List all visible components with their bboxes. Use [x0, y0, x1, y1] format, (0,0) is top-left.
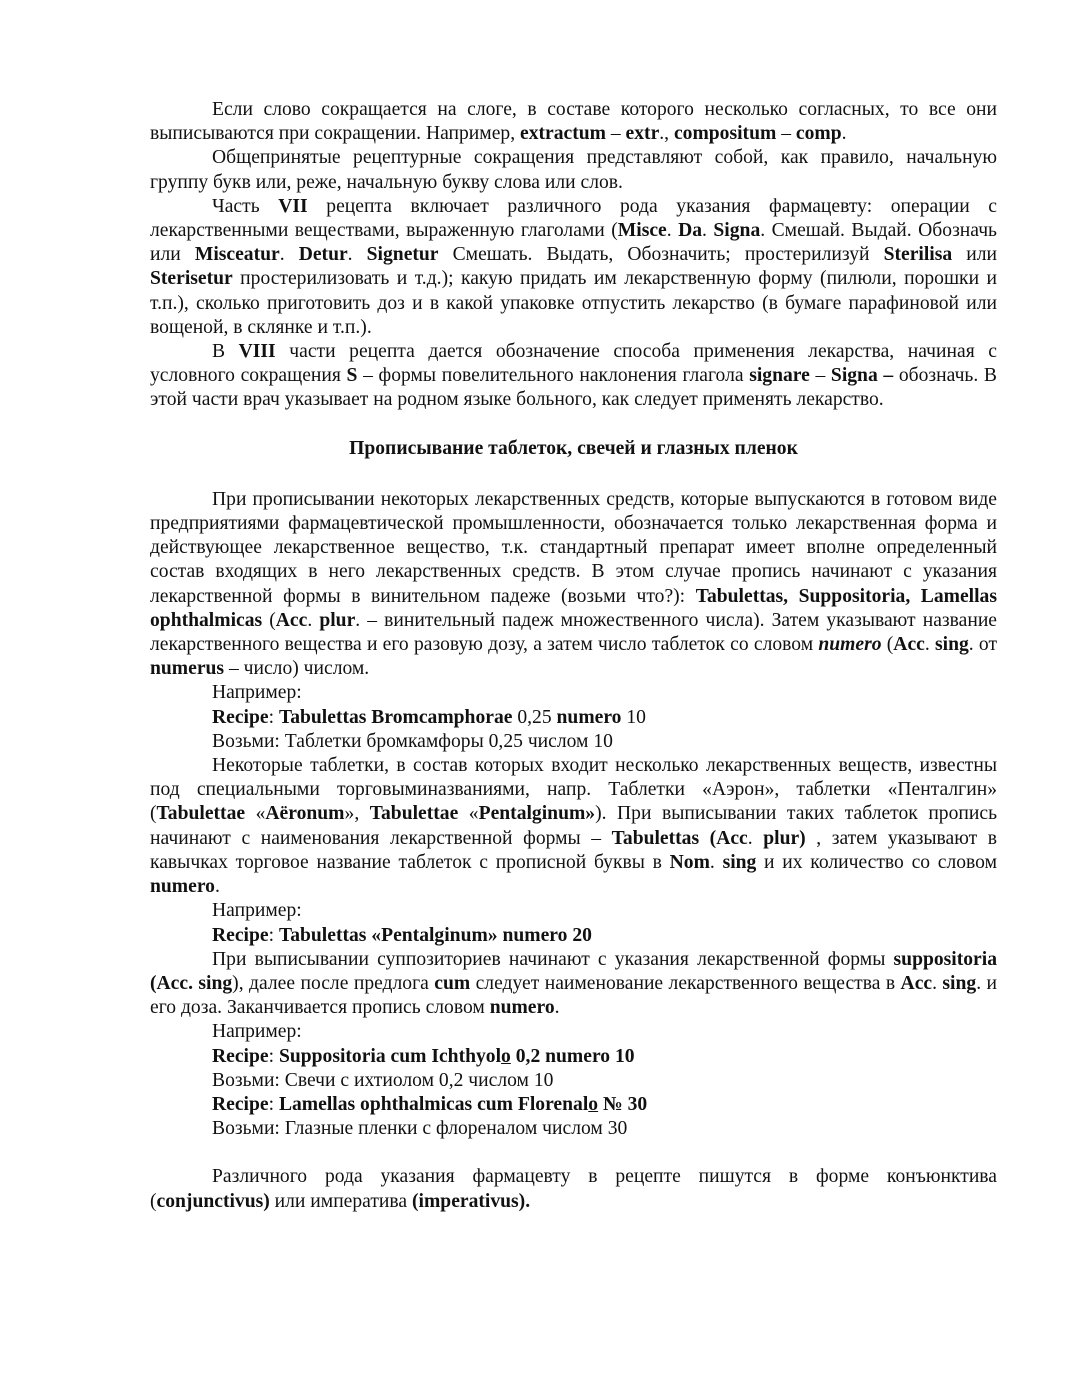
emphasized-text: 0,2 numero 10 [510, 1045, 635, 1067]
text-run: простерилизовать и т.д.); какую придать им лекарственную форму (пилюли, порошки и т.п.), сколько приготовить доз и в какой упаковке отпустить лекарство (в бумаге парафиновой или вощеной, в склянке и т.п.). [150, 268, 997, 338]
text-run: ), далее после предлога [232, 972, 435, 994]
text-run: . [214, 876, 220, 898]
text-run: Смешать. Выдать, Обозначить; простерилизуй [438, 244, 884, 266]
text-run: части рецепта дается обозначение способа применения лекарства, начиная с условного сокращения [150, 341, 997, 387]
text-run: обозначь. В этой части врач указывает на родном языке больного, как следует применять лекарство. [150, 365, 997, 411]
emphasized-text: sing [935, 634, 969, 656]
emphasized-text: Signa [713, 220, 761, 242]
text-run: – формы повелительного наклонения глагола [357, 365, 750, 387]
text-run: . и его доза. Заканчивается пропись словом [150, 972, 997, 1019]
spacer [150, 413, 997, 437]
emphasized-text: Misce [617, 220, 667, 242]
text-run: . Смешай. Выдай. Обозначь или [150, 220, 997, 266]
text-run: Общепринятые рецептурные сокращения представляют собой, как правило, начальную группу букв или, реже, начальную букву слова или слов. [150, 147, 997, 193]
text-run: Если слово сокращается на слоге, в составе которого несколько согласных, то все они выписываются при сокращении. Например, [150, 99, 997, 145]
text-run: : [268, 706, 279, 728]
text-run: Часть [212, 195, 279, 217]
example-recipe-bromcamphora [150, 706, 997, 730]
example-recipe-florenal [150, 1093, 997, 1117]
emphasized-text: numero [150, 876, 215, 898]
text-run: ., [659, 123, 674, 145]
text-run: рецепта включает различного рода указания фармацевту: операции с лекарственными веществами, выраженную глаголами ( [150, 195, 998, 242]
text-run: . [747, 827, 764, 849]
text-run: . – винительный падеж множественного числа). Затем указывают название лекарственного вещества и его разовую дозу, а затем число таблеток со словом [150, 609, 997, 656]
text-run: – число) числом. [224, 658, 370, 680]
emphasized-text: Sterisetur [150, 268, 233, 290]
example-recipe-pentalginum [150, 924, 997, 948]
example-translation-ichthyol: Возьми: Свечи с ихтиолом 0,2 числом 10 [212, 1069, 554, 1091]
emphasized-text: numero [556, 706, 622, 728]
emphasized-text: № 30 [598, 1093, 648, 1115]
emphasized-text: Suppositoria cum Ichthyol [278, 1045, 502, 1067]
emphasized-text: Signetur [366, 244, 439, 266]
emphasized-text: comp [795, 123, 842, 145]
emphasized-text: Aëronum [265, 803, 345, 825]
emphasized-text: cum [434, 972, 471, 994]
emphasized-text: Tabulettae [156, 803, 246, 825]
text-run: – [809, 365, 831, 387]
emphasized-text: Detur [298, 244, 348, 266]
text-run: ). При выписывании таких таблеток пропись начинают с наименования лекарственной формы – [150, 803, 998, 849]
spacer [150, 1141, 997, 1165]
text-run: При прописывании некоторых лекарственных средств, которые выпускаются в готовом виде предприятиями фармацевтической промышленности, обозначается только лекарственная форма и действующее лекарственное вещество, т.к. стандартный препарат имеет вполне определенный состав входящих в него лекарственных средств. В этом случае пропись начинают с указания лекарственной формы в винительном падеже (возьми что?): [150, 488, 997, 607]
section-heading: Прописывание таблеток, свечей и глазных пленок [349, 437, 798, 459]
paragraph-trade-name-tablets [150, 754, 997, 899]
emphasized-text: conjunctivus) [156, 1190, 270, 1212]
emphasized-text: Pentalginum» [478, 803, 596, 825]
text-run: Некоторые таблетки, в состав которых входит несколько лекарственных веществ, известны под специальными торговыминазваниями, напр. Таблетки «Аэрон», таблетки «Пенталгин» ( [150, 755, 997, 825]
text-run: или императива [269, 1190, 413, 1212]
document-page [150, 98, 997, 1214]
emphasized-text: Tabulettas Bromcamphorae [278, 706, 513, 728]
emphasized-text: Da [678, 220, 703, 242]
emphasized-text: Acc [893, 634, 925, 656]
emphasized-text: Recipe [212, 706, 269, 728]
emphasized-text: signare [749, 365, 810, 387]
paragraph-prescribing-tablets [150, 488, 997, 682]
emphasized-text: sing [722, 851, 757, 873]
text-run: . от [968, 634, 998, 656]
emphasized-text: Misceatur [194, 244, 280, 266]
text-run: . [554, 997, 560, 1019]
emphasized-text: VII [278, 195, 308, 217]
example-recipe-ichthyol [150, 1045, 997, 1069]
text-run: – [605, 123, 626, 145]
emphasized-text: Lamellas ophthalmicas cum Florenal [278, 1093, 589, 1115]
emphasized-text: numerus [150, 658, 225, 680]
text-run: : [268, 924, 279, 946]
text-run: », [344, 803, 370, 825]
text-run: – [776, 123, 796, 145]
text-run: . [666, 220, 679, 242]
emphasized-text: compositum [673, 123, 777, 145]
text-run: . [924, 634, 935, 656]
emphasized-text: VIII [238, 341, 276, 363]
emphasized-text: S [346, 365, 358, 387]
emphasized-text: Acc [900, 972, 933, 994]
text-run: Различного рода указания фармацевту в рецепте пишутся в форме конъюнктива ( [150, 1166, 997, 1212]
paragraph-abbreviation-consonants [150, 98, 997, 146]
emphasized-text: Tabulettae [369, 803, 459, 825]
example-translation-bromcamphora: Возьми: Таблетки бромкамфоры 0,25 числом 10 [212, 730, 613, 752]
emphasized-text: plur [319, 609, 356, 631]
emphasized-text: suppositoria (Acc. sing [150, 948, 997, 994]
emphasized-text: numero [818, 634, 882, 656]
text-run: В [212, 341, 239, 363]
text-run: : [268, 1093, 279, 1115]
paragraph-suppositories [150, 948, 997, 1021]
emphasized-text: extractum [520, 123, 606, 145]
example-intro: Например: [212, 900, 302, 922]
emphasized-text: Recipe [212, 1093, 269, 1115]
emphasized-text: Nom [669, 851, 710, 873]
emphasized-text: plur) [763, 827, 806, 849]
text-run: ( [262, 609, 276, 631]
text-run: : [268, 1045, 279, 1067]
emphasized-text: Tabulettas, Suppositoria, Lamellas ophthalmicas [150, 585, 997, 631]
text-run: 10 [621, 706, 646, 728]
text-run: « [458, 803, 479, 825]
text-run: « [245, 803, 266, 825]
text-run: ( [881, 634, 894, 656]
paragraph-common-abbreviations [150, 146, 997, 194]
emphasized-text: Signa [830, 365, 878, 387]
text-run: 0,25 [512, 706, 557, 728]
text-run: . [709, 851, 723, 873]
example-translation-florenal: Возьми: Глазные пленки с флореналом числом 30 [212, 1118, 628, 1140]
emphasized-text: – [877, 365, 894, 387]
paragraph-part-viii [150, 340, 997, 413]
emphasized-text: numero [489, 997, 555, 1019]
underlined-text: o [501, 1045, 511, 1067]
underlined-text: o [588, 1093, 599, 1115]
paragraph-part-vii [150, 195, 997, 340]
text-run: При выписывании суппозиториев начинают с указания лекарственной формы [212, 948, 894, 970]
emphasized-text: Acc [275, 609, 308, 631]
text-run: . [702, 220, 714, 242]
emphasized-text: Tabulettas (Acc [611, 827, 748, 849]
example-intro: Например: [212, 682, 302, 704]
example-intro: Например: [212, 1021, 302, 1043]
emphasized-text: Sterilisa [883, 244, 953, 266]
paragraph-conjunctive-imperative [150, 1165, 997, 1213]
emphasized-text: Recipe [212, 1045, 269, 1067]
text-run: . [841, 123, 847, 145]
text-run: . [307, 609, 320, 631]
emphasized-text: Tabulettas «Pentalginum» numero 20 [278, 924, 592, 946]
text-run: . [932, 972, 943, 994]
emphasized-text: (imperativus). [412, 1190, 531, 1212]
text-run: . [279, 244, 299, 266]
text-run: или [952, 244, 998, 266]
emphasized-text: sing [942, 972, 977, 994]
text-run: и их количество со словом [756, 851, 998, 873]
text-run: , затем указывают в кавычках торговое название таблеток с прописной буквы в [150, 827, 997, 873]
text-run: . [347, 244, 367, 266]
spacer [150, 461, 997, 488]
emphasized-text: Recipe [212, 924, 269, 946]
emphasized-text: extr [625, 123, 660, 145]
text-run: следует наименование лекарственного вещества в [470, 972, 901, 994]
